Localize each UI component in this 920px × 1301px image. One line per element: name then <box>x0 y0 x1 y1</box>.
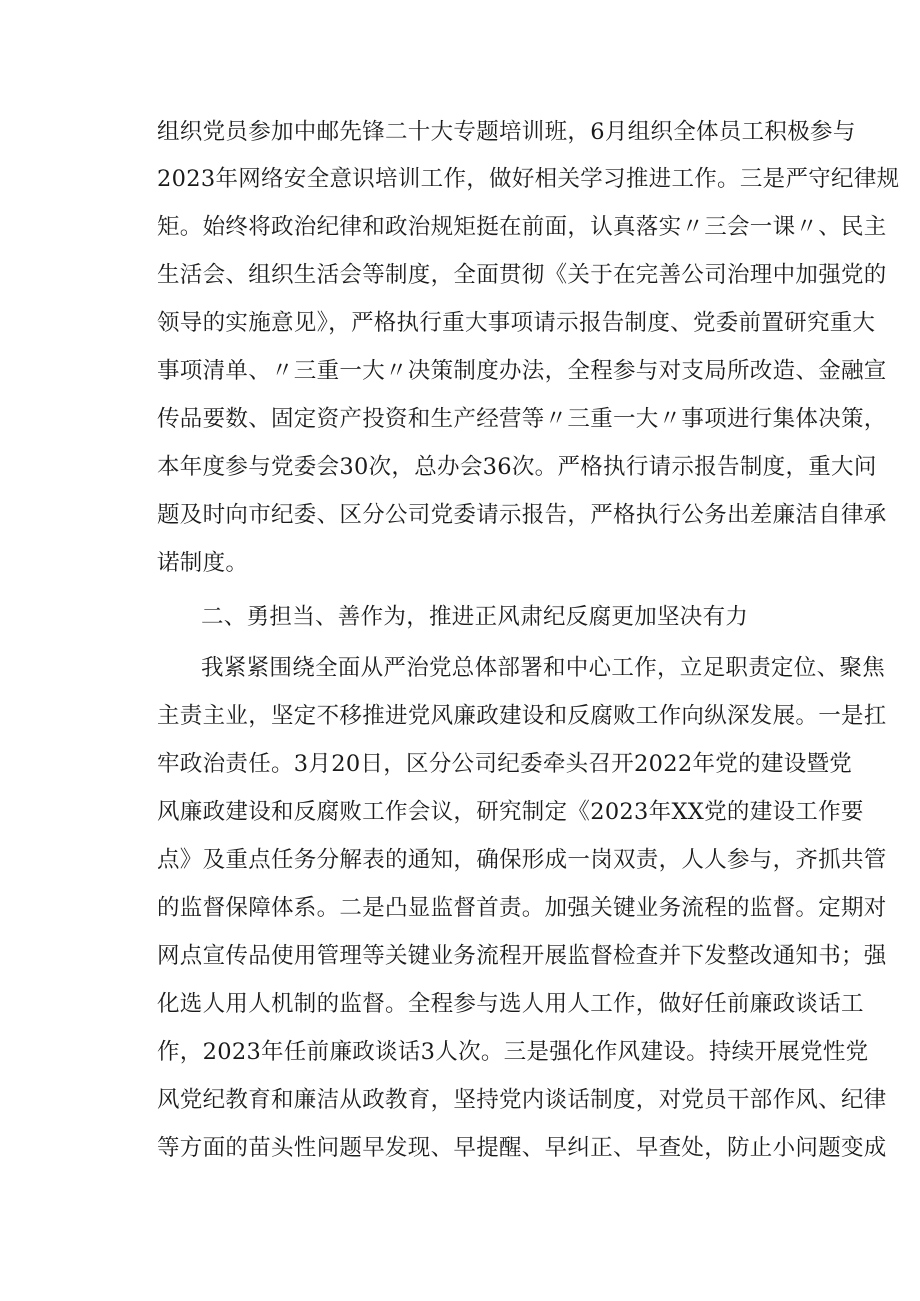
paragraph1-line-3: 矩。始终将政治纪律和政治规矩挺在前面，认真落实〃三会一课〃、民主 <box>157 214 887 240</box>
paragraph2-line-1: 我紧紧围绕全面从严治党总体部署和中心工作，立足职责定位、聚焦 <box>201 655 886 681</box>
paragraph2-line-4: 风廉政建设和反腐败工作会议，研究制定《2023年XX党的建设工作要 <box>157 799 864 825</box>
paragraph1-line-5: 领导的实施意见》，严格执行重大事项请示报告制度、党委前置研究重大 <box>157 310 876 336</box>
paragraph1-line-6: 事项清单、〃三重一大〃决策制度办法，全程参与对支局所改造、金融宣 <box>157 358 887 384</box>
paragraph2-line-3: 牢政治责任。3月20日，区分公司纪委牵头召开2022年党的建设暨党 <box>157 751 853 777</box>
paragraph2-line-7: 网点宣传品使用管理等关键业务流程开展监督检查并下发整改通知书；强 <box>157 943 887 969</box>
paragraph1-line-8: 本年度参与党委会30次，总办会36次。严格执行请示报告制度，重大问 <box>157 454 877 480</box>
paragraph1-line-9: 题及时向市纪委、区分公司党委请示报告，严格执行公务出差廉洁自律承 <box>157 502 887 528</box>
paragraph2-line-11: 等方面的苗头性问题早发现、早提醒、早纠正、早查处，防止小问题变成 <box>157 1135 887 1161</box>
paragraph2-line-2: 主责主业，坚定不移推进党风廉政建设和反腐败工作向纵深发展。一是扛 <box>157 703 887 729</box>
paragraph1-line-2: 2023年网络安全意识培训工作，做好相关学习推进工作。三是严守纪律规 <box>157 166 900 192</box>
paragraph2-line-8: 化选人用人机制的监督。全程参与选人用人工作，做好任前廉政谈话工 <box>157 991 864 1017</box>
paragraph2-line-6: 的监督保障体系。二是凸显监督首责。加强关键业务流程的监督。定期对 <box>157 895 887 921</box>
paragraph2-line-9: 作，2023年任前廉政谈话3人次。三是强化作风建设。持续开展党性党 <box>157 1039 869 1065</box>
paragraph1-line-7: 传品要数、固定资产投资和生产经营等〃三重一大〃事项进行集体决策， <box>157 406 887 432</box>
paragraph1-line-4: 生活会、组织生活会等制度，全面贯彻《关于在完善公司治理中加强党的 <box>157 262 887 288</box>
paragraph2-line-10: 风党纪教育和廉洁从政教育，坚持党内谈话制度，对党员干部作风、纪律 <box>157 1087 887 1113</box>
paragraph1-line-1: 组织党员参加中邮先锋二十大专题培训班，6月组织全体员工积极参与 <box>157 119 856 145</box>
paragraph1-line-10: 诺制度。 <box>157 550 249 576</box>
section-heading: 二、勇担当、善作为，推进正风肃纪反腐更加坚决有力 <box>201 604 749 630</box>
paragraph2-line-5: 点》及重点任务分解表的通知，确保形成一岗双责，人人参与，齐抓共管 <box>157 847 887 873</box>
